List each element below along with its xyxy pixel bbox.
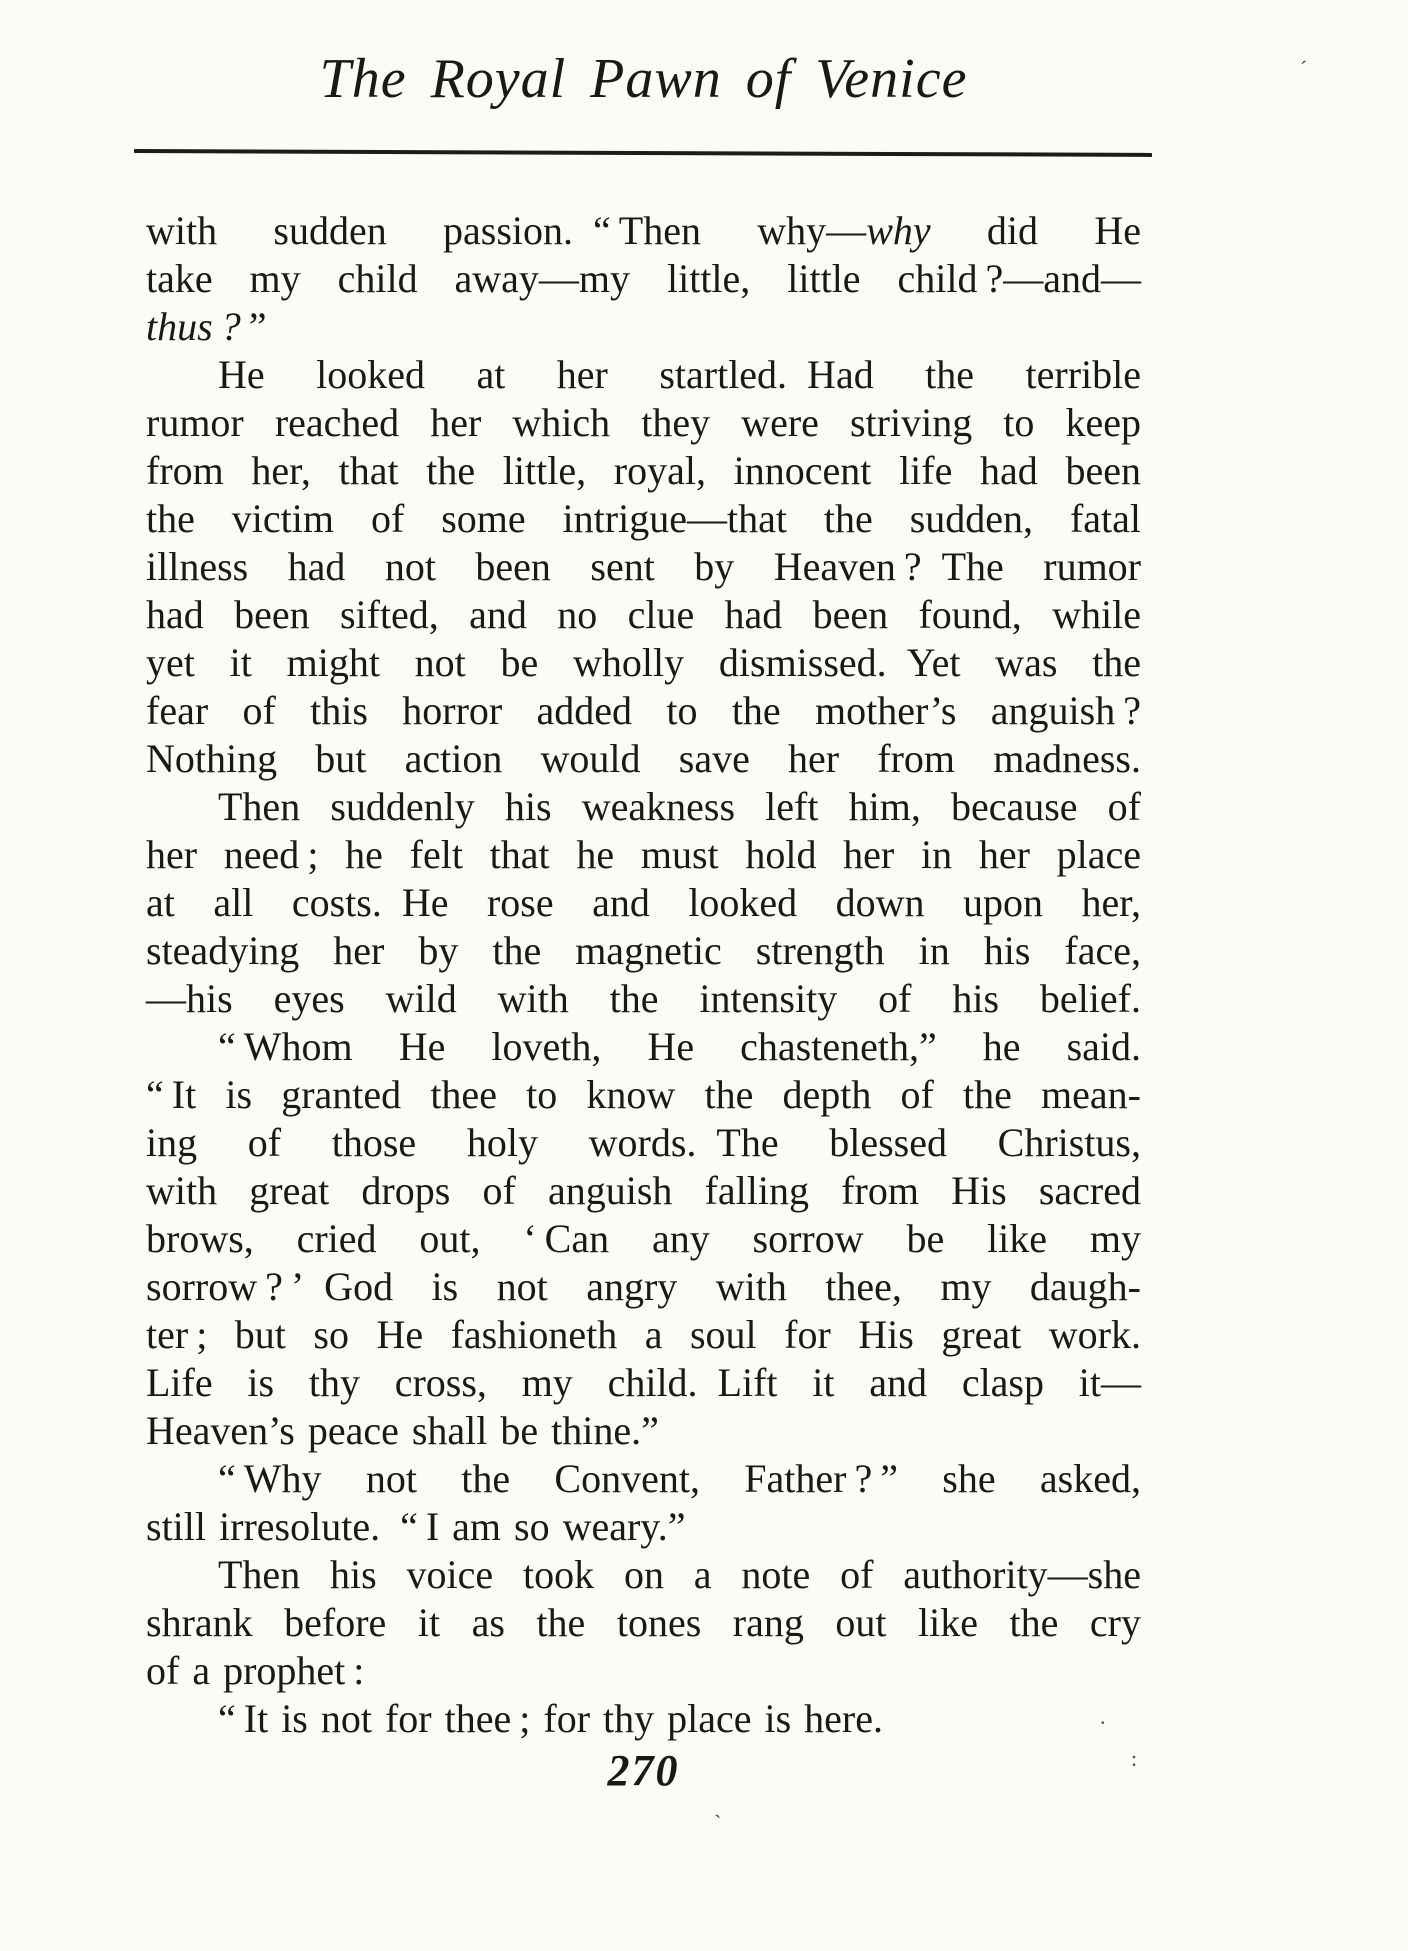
text-segment: —his eyes wild with the intensity of his belief. bbox=[146, 976, 1141, 1021]
text-segment: from her, that the little, royal, innocent life had been bbox=[146, 448, 1141, 493]
text-line bbox=[146, 639, 1141, 687]
text-line bbox=[146, 1167, 1141, 1215]
text-line bbox=[146, 207, 1141, 255]
text-line bbox=[146, 1407, 1141, 1455]
text-line bbox=[146, 447, 1141, 495]
text-line bbox=[146, 975, 1141, 1023]
text-segment: take my child away—my little, little child ?—and— bbox=[146, 256, 1141, 301]
text-line bbox=[146, 1647, 1141, 1695]
text-segment: “ Why not the Convent, Father ? ” she asked, bbox=[218, 1456, 1141, 1501]
text-line bbox=[146, 1311, 1141, 1359]
text-segment: ter ; but so He fashioneth a soul for His great work. bbox=[146, 1312, 1141, 1357]
text-line bbox=[146, 1503, 1141, 1551]
text-segment: ing of those holy words. The blessed Christus, bbox=[146, 1120, 1141, 1165]
text-segment: illness had not been sent by Heaven ? The rumor bbox=[146, 544, 1141, 589]
text-line bbox=[146, 735, 1141, 783]
text-segment: at all costs. He rose and looked down upon her, bbox=[146, 880, 1141, 925]
text-line bbox=[146, 1023, 1141, 1071]
running-head-title: The Royal Pawn of Venice bbox=[319, 48, 968, 110]
text-segment: the victim of some intrigue—that the sudden, fatal bbox=[146, 496, 1141, 541]
text-segment: shrank before it as the tones rang out like the cry bbox=[146, 1600, 1141, 1645]
text-segment: fear of this horror added to the mother’s anguish ? bbox=[146, 688, 1141, 733]
text-line bbox=[146, 399, 1141, 447]
scan-artifact: : bbox=[1131, 1746, 1138, 1771]
text-segment: ” bbox=[248, 304, 267, 349]
text-line bbox=[146, 591, 1141, 639]
text-line bbox=[146, 1215, 1141, 1263]
text-segment: with great drops of anguish falling from His sacred bbox=[146, 1168, 1141, 1213]
text-segment: sorrow ? ’ God is not angry with thee, my daugh- bbox=[146, 1264, 1141, 1309]
text-line bbox=[146, 543, 1141, 591]
text-segment: Life is thy cross, my child. Lift it and clasp it— bbox=[146, 1360, 1141, 1405]
text-line bbox=[146, 303, 1141, 351]
text-segment: “ It is not for thee ; for thy place is here. bbox=[218, 1696, 884, 1741]
header-rule bbox=[134, 149, 1152, 157]
text-segment: of a prophet : bbox=[146, 1648, 365, 1693]
text-segment: “ Whom He loveth, He chasteneth,” he said. bbox=[218, 1024, 1141, 1069]
page-number: 270 bbox=[607, 1746, 680, 1795]
text-line bbox=[146, 783, 1141, 831]
text-line bbox=[146, 687, 1141, 735]
text-segment: Then suddenly his weakness left him, because of bbox=[218, 784, 1141, 829]
text-line bbox=[146, 1455, 1141, 1503]
text-line bbox=[146, 831, 1141, 879]
text-segment: rumor reached her which they were striving to keep bbox=[146, 400, 1141, 445]
italic-text-segment: why bbox=[866, 208, 931, 253]
text-line bbox=[146, 495, 1141, 543]
text-line bbox=[146, 351, 1141, 399]
text-line bbox=[146, 879, 1141, 927]
text-segment: still irresolute. “ I am so weary.” bbox=[146, 1504, 686, 1549]
text-line bbox=[146, 1551, 1141, 1599]
text-segment: with sudden passion. “ Then why— bbox=[146, 208, 867, 253]
text-line bbox=[146, 1599, 1141, 1647]
body-text bbox=[146, 207, 1141, 1743]
text-segment: had been sifted, and no clue had been found, while bbox=[146, 592, 1141, 637]
text-line bbox=[146, 1263, 1141, 1311]
text-segment: Heaven’s peace shall be thine.” bbox=[146, 1408, 659, 1453]
text-line bbox=[146, 927, 1141, 975]
italic-text-segment: thus ? bbox=[146, 304, 249, 349]
text-segment: brows, cried out, ‘ Can any sorrow be like my bbox=[146, 1216, 1141, 1261]
text-line bbox=[146, 255, 1141, 303]
text-line bbox=[146, 1695, 1141, 1743]
text-line bbox=[146, 1359, 1141, 1407]
scan-artifact: . bbox=[1100, 1704, 1106, 1729]
text-segment: He looked at her startled. Had the terrible bbox=[218, 352, 1141, 397]
text-line bbox=[146, 1071, 1141, 1119]
text-segment: yet it might not be wholly dismissed. Yet was the bbox=[146, 640, 1141, 685]
scan-artifact: ` bbox=[714, 1810, 722, 1835]
text-segment: Then his voice took on a note of authority—she bbox=[218, 1552, 1141, 1597]
text-segment: Nothing but action would save her from madness. bbox=[146, 736, 1141, 781]
text-segment: “ It is granted thee to know the depth of the mean- bbox=[146, 1072, 1141, 1117]
text-segment: did He bbox=[930, 208, 1141, 253]
text-line bbox=[146, 1119, 1141, 1167]
scan-artifact: ´ bbox=[1300, 56, 1308, 81]
text-segment: steadying her by the magnetic strength in his face, bbox=[146, 928, 1141, 973]
text-segment: her need ; he felt that he must hold her in her place bbox=[146, 832, 1141, 877]
